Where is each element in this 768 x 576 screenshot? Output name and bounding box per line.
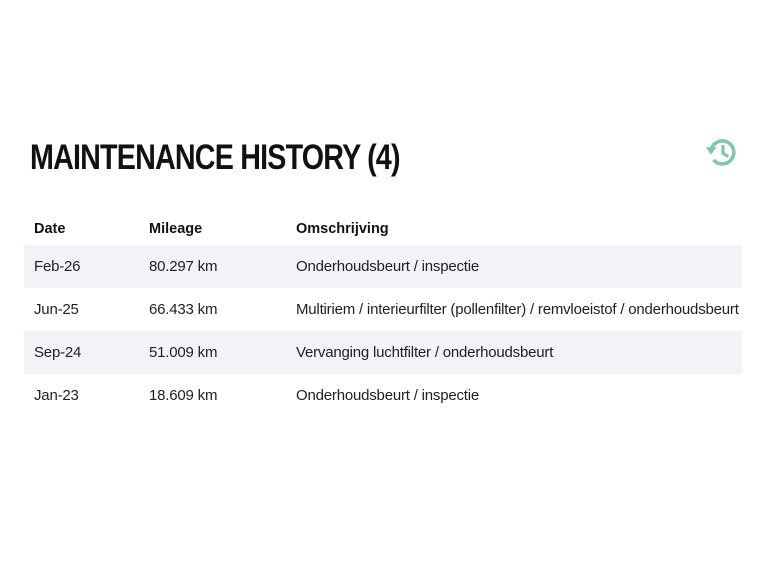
maintenance-table	[24, 214, 742, 417]
column-header-date: Date	[34, 220, 66, 237]
table-row	[24, 331, 742, 374]
table-row	[24, 245, 742, 288]
maintenance-history-section	[24, 128, 742, 404]
cell-date: Feb-26	[24, 245, 139, 288]
table-row	[24, 374, 742, 417]
cell-description: Onderhoudsbeurt / inspectie	[296, 387, 480, 404]
section-title: MAINTENANCE HISTORY (4)	[30, 138, 400, 177]
history-icon[interactable]	[704, 134, 740, 170]
cell-mileage: 18.609 km	[149, 387, 218, 404]
cell-mileage: 51.009 km	[139, 331, 286, 374]
cell-description: Multiriem / interieurfilter (pollenfilter) / remvloeistof / onderhoudsbeurt	[296, 301, 739, 318]
cell-date: Jun-25	[34, 301, 79, 318]
cell-mileage: 80.297 km	[139, 245, 286, 288]
section-header	[24, 128, 742, 188]
cell-description: Onderhoudsbeurt / inspectie	[286, 245, 742, 288]
table-header-row	[24, 214, 742, 245]
cell-mileage: 66.433 km	[149, 301, 218, 318]
column-header-description: Omschrijving	[296, 220, 389, 237]
cell-date: Sep-24	[24, 331, 139, 374]
column-header-mileage: Mileage	[149, 220, 203, 237]
cell-description: Vervanging luchtfilter / onderhoudsbeurt	[286, 331, 742, 374]
table-row	[24, 288, 742, 331]
cell-date: Jan-23	[34, 387, 79, 404]
